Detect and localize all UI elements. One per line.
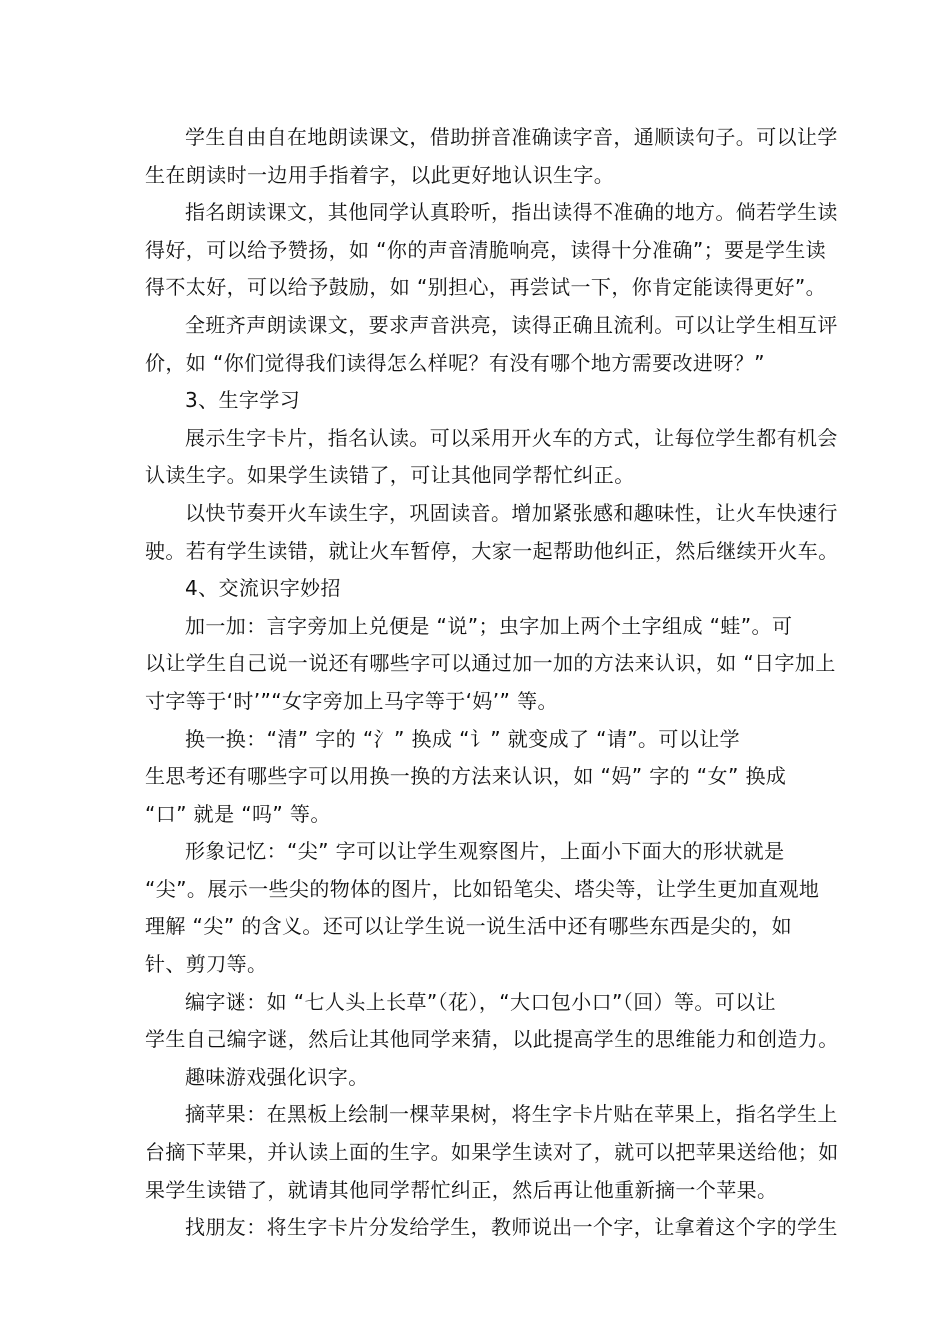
paragraph-line: 学生自己编字谜，然后让其他同学来猜，以此提高学生的思维能力和创造力。	[145, 1027, 839, 1052]
paragraph-line: 展示生字卡片，指名认读。可以采用开火车的方式，让每位学生都有机会	[185, 425, 838, 450]
paragraph	[145, 420, 838, 495]
paragraph-line: 4、交流识字妙招	[185, 576, 341, 601]
paragraph-line: 趣味游戏强化识字。	[185, 1064, 369, 1089]
paragraph-line: 全班齐声朗读课文，要求声音洪亮，读得正确且流利。可以让学生相互评	[185, 312, 838, 337]
paragraph-line: 驶。若有学生读错，就让火车暂停，大家一起帮助他纠正，然后继续开火车。	[145, 538, 839, 563]
paragraph-line: 台摘下苹果，并认读上面的生字。如果学生读对了，就可以把苹果送给他；如	[145, 1140, 839, 1165]
paragraph-line: 得不太好，可以给予鼓励，如 “别担心，再尝试一下，你肯定能读得更好”。	[145, 275, 827, 300]
paragraph	[145, 833, 820, 983]
paragraph-line: “尖”。展示一些尖的物体的图片，比如铅笔尖、塔尖等，让学生更加直观地	[145, 876, 820, 901]
paragraph-line: 价，如 “你们觉得我们读得怎么样呢？有没有哪个地方需要改进呀？”	[145, 350, 765, 375]
paragraph-line: 理解 “尖” 的含义。还可以让学生说一说生活中还有哪些东西是尖的，如	[145, 914, 793, 939]
paragraph	[145, 307, 838, 382]
paragraph-line: 3、生字学习	[185, 388, 301, 413]
paragraph	[145, 1059, 809, 1097]
paragraph-line: 学生自由自在地朗读课文，借助拼音准确读字音，通顺读句子。可以让学	[185, 125, 838, 149]
paragraph-line: 生思考还有哪些字可以用换一换的方法来认识，如 “妈” 字的 “女” 换成	[145, 764, 787, 789]
paragraph-line: 摘苹果：在黑板上绘制一棵苹果树，将生字卡片贴在苹果上，指名学生上	[185, 1102, 838, 1127]
paragraph-line: 换一换：“清” 字的 “氵” 换成 “讠” 就变成了 “请”。可以让学	[185, 726, 741, 751]
paragraph-line: 认读生字。如果学生读错了，可让其他同学帮忙纠正。	[145, 463, 635, 488]
paragraph-line: 以快节奏开火车读生字，巩固读音。增加紧张感和趣味性，让火车快速行	[185, 500, 838, 525]
paragraph	[145, 1096, 839, 1209]
paragraph-line: 以让学生自己说一说还有哪些字可以通过加一加的方法来认识，如 “日字加上	[145, 651, 836, 676]
paragraph-line: 针、剪刀等。	[145, 952, 268, 977]
paragraph-line: “口” 就是 “吗” 等。	[145, 801, 331, 826]
paragraph	[145, 608, 836, 721]
paragraph	[145, 495, 839, 570]
paragraph	[145, 1209, 838, 1247]
paragraph	[145, 194, 838, 307]
paragraph	[145, 721, 809, 834]
paragraph-line: 得好，可以给予赞扬，如 “你的声音清脆响亮，读得十分准确”；要是学生读	[145, 237, 827, 262]
paragraph	[145, 119, 838, 194]
paragraph-line: 果学生读错了，就请其他同学帮忙纠正，然后再让他重新摘一个苹果。	[145, 1177, 778, 1202]
paragraph-line: 加一加：言字旁加上兑便是 “说”；虫字加上两个土字组成 “蛙”。可	[185, 613, 793, 638]
paragraph-line: 形象记忆：“尖” 字可以让学生观察图片，上面小下面大的形状就是	[185, 839, 785, 864]
paragraph	[145, 382, 809, 420]
paragraph-line: 生在朗读时一边用手指着字，以此更好地认识生字。	[145, 162, 615, 187]
paragraph	[145, 570, 809, 608]
paragraph-line: 寸字等于‘时’”“女字旁加上马字等于‘妈’” 等。	[145, 688, 558, 713]
paragraph-line: 编字谜：如 “七人头上长草”（花），“大口包小口”（回）等。可以让	[185, 989, 777, 1014]
paragraph	[145, 984, 839, 1059]
document-body	[145, 119, 839, 1247]
paragraph-line: 找朋友：将生字卡片分发给学生，教师说出一个字，让拿着这个字的学生	[185, 1215, 838, 1240]
paragraph-line: 指名朗读课文，其他同学认真聆听，指出读得不准确的地方。倘若学生读	[185, 200, 838, 225]
